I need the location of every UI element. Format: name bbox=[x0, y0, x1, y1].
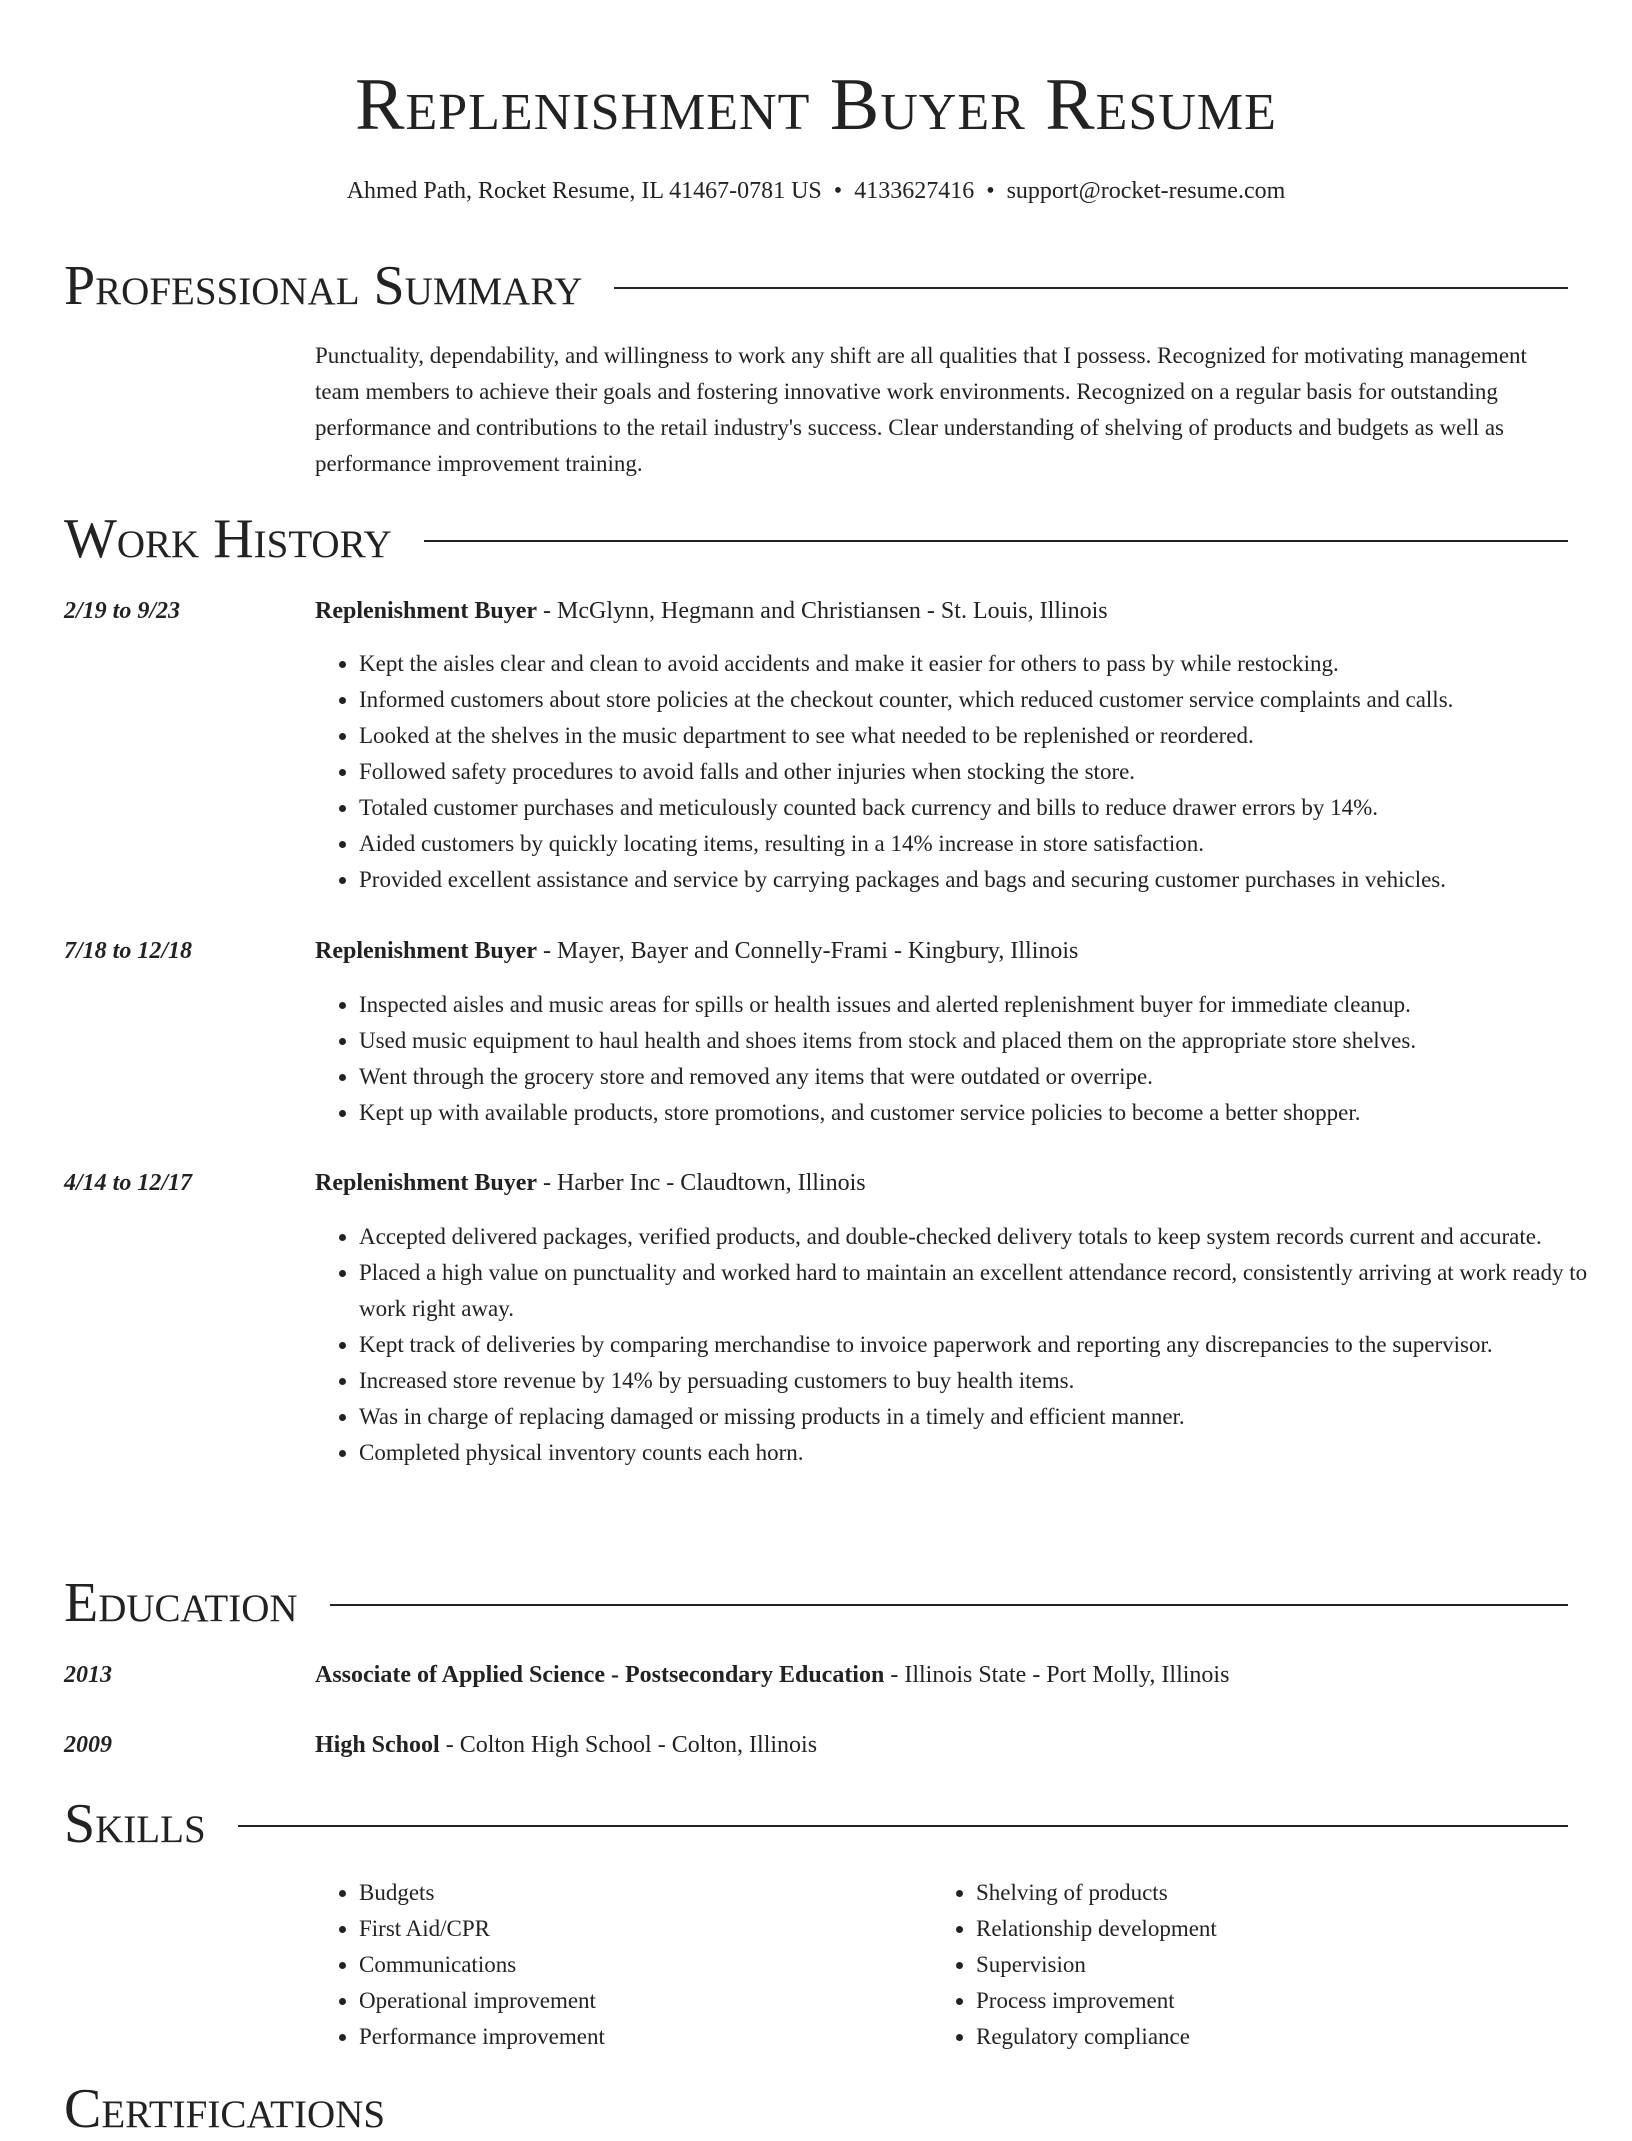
section-title-work-history: Work History bbox=[64, 508, 392, 570]
job-duty: • Inspected aisles and music areas for spills or health issues and alerted replenishment buyer for immediate cleanup. bbox=[359, 987, 1609, 1023]
job-duties-list bbox=[315, 987, 1609, 1131]
skill-item: • Supervision bbox=[976, 1947, 1576, 1983]
skill-item: • Operational improvement bbox=[359, 1983, 959, 2019]
skill-item: • Process improvement bbox=[976, 1983, 1576, 2019]
education-entry bbox=[315, 1729, 1565, 1761]
contact-address: Ahmed Path, Rocket Resume, IL 41467-0781 US bbox=[346, 178, 822, 204]
section-header-work-history bbox=[64, 507, 1568, 571]
job-role: Replenishment Buyer bbox=[315, 938, 537, 964]
job-duty: • Informed customers about store policies at the checkout counter, which reduced customer service complaints and calls. bbox=[359, 682, 1609, 718]
education-year: 2013 bbox=[64, 1662, 112, 1688]
skill-item: • Communications bbox=[359, 1947, 959, 1983]
job-title-line bbox=[315, 1167, 1565, 1199]
section-title-certifications: Certifications bbox=[64, 2078, 386, 2140]
education-school: - Colton High School - Colton, Illinois bbox=[439, 1732, 818, 1758]
section-header-education bbox=[64, 1571, 1568, 1635]
skill-item: • Budgets bbox=[359, 1875, 959, 1911]
skill-item: • First Aid/CPR bbox=[359, 1911, 959, 1947]
job-duty: • Provided excellent assistance and service by carrying packages and bags and securing customer purchases in vehicles. bbox=[359, 862, 1609, 898]
job-duty: • Totaled customer purchases and meticulously counted back currency and bills to reduce drawer errors by 14%. bbox=[359, 790, 1609, 826]
job-title-line bbox=[315, 595, 1565, 627]
section-title-summary: Professional Summary bbox=[64, 255, 583, 317]
education-entry bbox=[315, 1659, 1565, 1691]
section-title-skills: Skills bbox=[64, 1793, 206, 1855]
job-duty: • Aided customers by quickly locating items, resulting in a 14% increase in store satisfaction. bbox=[359, 826, 1609, 862]
job-dates: 4/14 to 12/17 bbox=[64, 1170, 193, 1196]
contact-line bbox=[0, 175, 1632, 207]
job-role: Replenishment Buyer bbox=[315, 598, 537, 624]
job-duty: • Kept track of deliveries by comparing merchandise to invoice paperwork and reporting any discrepancies to the supervisor. bbox=[359, 1327, 1609, 1363]
job-dates: 7/18 to 12/18 bbox=[64, 938, 193, 964]
job-duty: • Placed a high value on punctuality and worked hard to maintain an excellent attendance record, consistently arriving at work ready to work right away. bbox=[359, 1255, 1609, 1327]
skill-item: • Performance improvement bbox=[359, 2019, 959, 2055]
contact-phone: 4133627416 bbox=[854, 178, 975, 204]
skills-list-left bbox=[315, 1875, 959, 2055]
skills-list-right bbox=[932, 1875, 1576, 2055]
job-employer: - McGlynn, Hegmann and Christiansen - St. Louis, Illinois bbox=[537, 598, 1108, 624]
job-duties-list bbox=[315, 646, 1609, 898]
job-employer: - Harber Inc - Claudtown, Illinois bbox=[537, 1170, 866, 1196]
section-divider bbox=[238, 1825, 1568, 1827]
summary-text: Punctuality, dependability, and willingness to work any shift are all qualities that I possess. Recognized for motivating management team members to achieve their goals and fostering innovative work environments. Recognized on a regular basis for outstanding performance and contributions to the retail industry's success. Clear understanding of shelving of products and budgets as well as performance improvement training. bbox=[315, 343, 1527, 476]
education-degree: Associate of Applied Science - Postsecondary Education bbox=[315, 1662, 885, 1688]
education-degree: High School bbox=[315, 1732, 440, 1758]
section-divider bbox=[424, 540, 1568, 542]
skill-item: • Regulatory compliance bbox=[976, 2019, 1576, 2055]
job-role: Replenishment Buyer bbox=[315, 1170, 537, 1196]
section-header-summary bbox=[64, 254, 1568, 318]
job-duties-list bbox=[315, 1219, 1609, 1471]
education-year: 2009 bbox=[64, 1732, 112, 1758]
job-duty: • Followed safety procedures to avoid falls and other injuries when stocking the store. bbox=[359, 754, 1609, 790]
job-duty: • Looked at the shelves in the music department to see what needed to be replenished or reordered. bbox=[359, 718, 1609, 754]
job-duty: • Accepted delivered packages, verified products, and double-checked delivery totals to keep system records current and accurate. bbox=[359, 1219, 1609, 1255]
job-duty: • Went through the grocery store and removed any items that were outdated or overripe. bbox=[359, 1059, 1609, 1095]
section-divider bbox=[330, 1604, 1568, 1606]
job-dates: 2/19 to 9/23 bbox=[64, 598, 181, 624]
skill-item: • Relationship development bbox=[976, 1911, 1576, 1947]
section-divider bbox=[614, 287, 1568, 289]
contact-separator: • bbox=[833, 178, 843, 204]
section-header-certifications bbox=[64, 2077, 1568, 2141]
job-employer: - Mayer, Bayer and Connelly-Frami - Kingbury, Illinois bbox=[537, 938, 1079, 964]
job-duty: • Completed physical inventory counts each horn. bbox=[359, 1435, 1609, 1471]
contact-email: support@rocket-resume.com bbox=[1006, 178, 1286, 204]
job-title-line bbox=[315, 935, 1565, 967]
section-header-skills bbox=[64, 1792, 1568, 1856]
job-duty: • Increased store revenue by 14% by persuading customers to buy health items. bbox=[359, 1363, 1609, 1399]
skill-item: • Shelving of products bbox=[976, 1875, 1576, 1911]
contact-separator: • bbox=[986, 178, 995, 204]
education-school: - Illinois State - Port Molly, Illinois bbox=[884, 1662, 1230, 1688]
resume-title: Replenishment Buyer Resume bbox=[355, 64, 1277, 146]
section-title-education: Education bbox=[64, 1572, 298, 1634]
job-duty: • Kept the aisles clear and clean to avoid accidents and make it easier for others to pass by while restocking. bbox=[359, 646, 1609, 682]
job-duty: • Kept up with available products, store promotions, and customer service policies to become a better shopper. bbox=[359, 1095, 1609, 1131]
job-duty: • Used music equipment to haul health and shoes items from stock and placed them on the appropriate store shelves. bbox=[359, 1023, 1609, 1059]
job-duty: • Was in charge of replacing damaged or missing products in a timely and efficient manner. bbox=[359, 1399, 1609, 1435]
